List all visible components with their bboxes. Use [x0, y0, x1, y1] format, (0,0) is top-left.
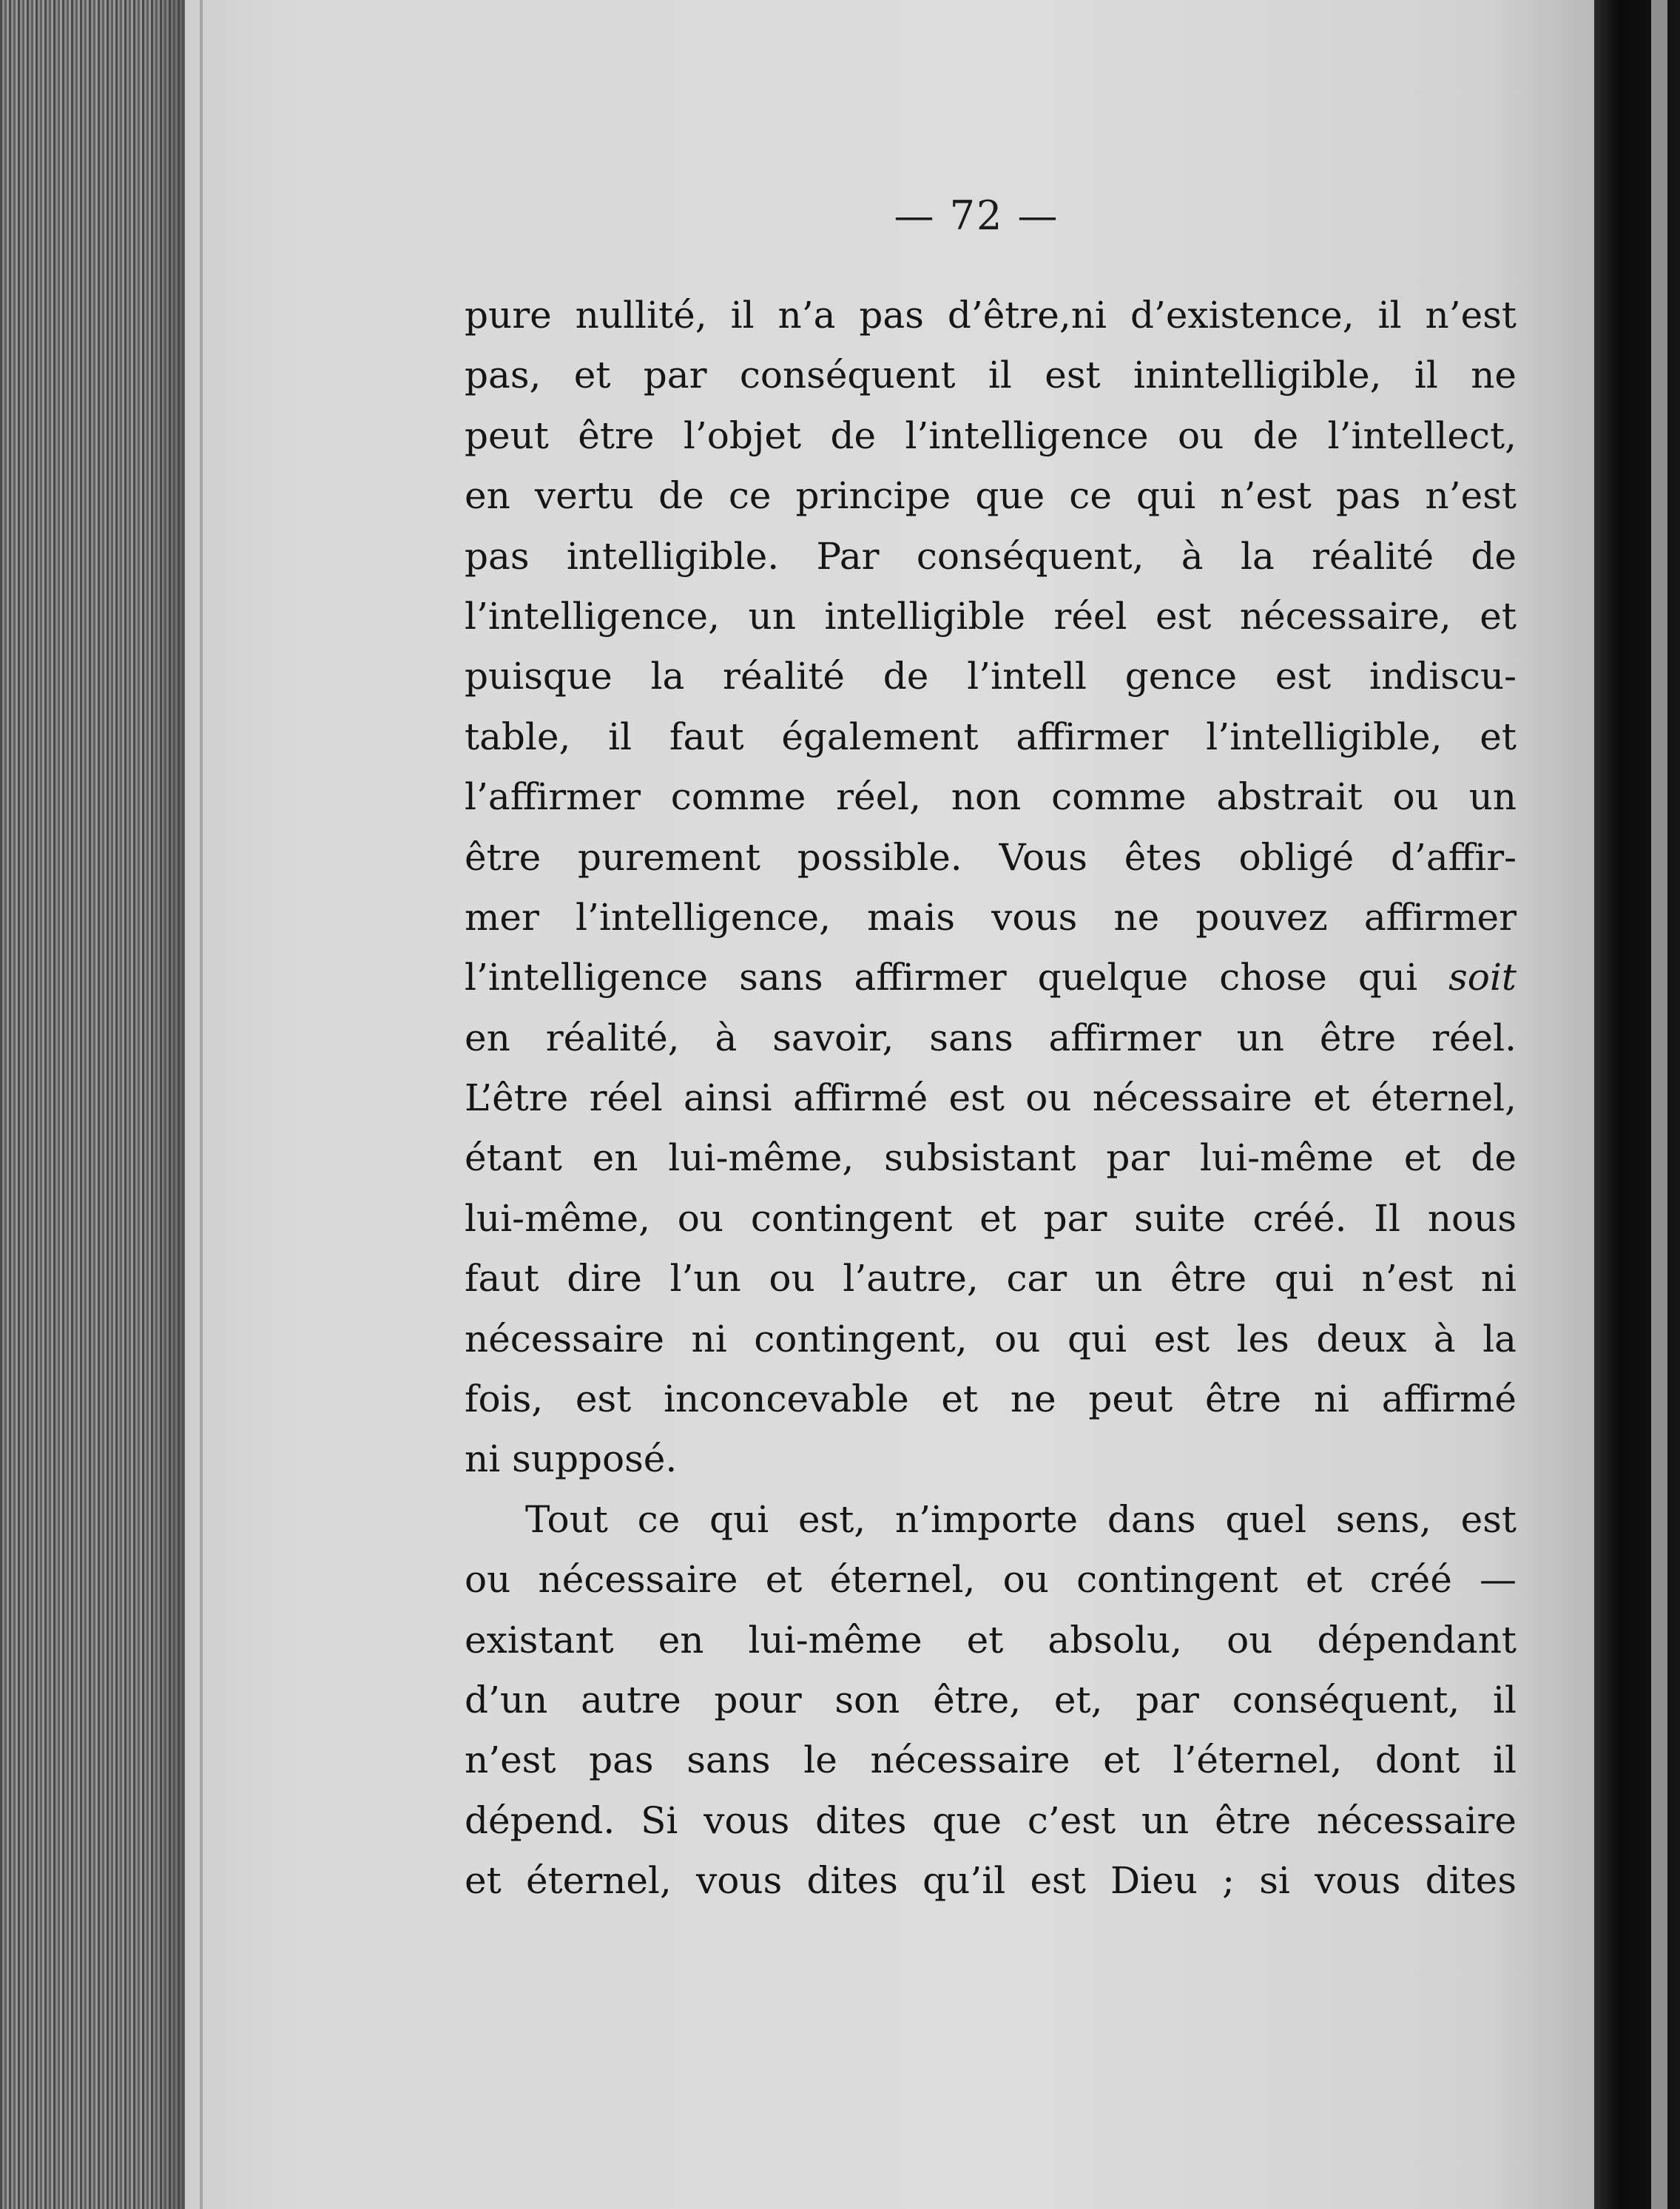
text-line: et éternel, vous dites qu’il est Dieu ; si vous dites — [465, 1859, 1517, 1903]
text-line: l’affirmer comme réel, non comme abstrait ou un — [465, 775, 1517, 819]
text-segment: l’intelligence sans affirmer quelque chose qui — [465, 956, 1449, 999]
text-line-with-italic — [465, 948, 1517, 1008]
text-line: nécessaire ni contingent, ou qui est les deux à la — [465, 1317, 1517, 1360]
text-line: mer l’intelligence, mais vous ne pouvez affirmer — [465, 895, 1517, 939]
text-line: fois, est inconcevable et ne peut être ni affirmé — [465, 1377, 1517, 1421]
text-line: étant en lui-même, subsistant par lui-même et de — [465, 1136, 1517, 1180]
text-line: faut dire l’un ou l’autre, car un être qui n’est ni — [465, 1257, 1517, 1301]
text-line: ni supposé. — [465, 1437, 678, 1481]
text-line: lui-même, ou contingent et par suite créé. Il nous — [465, 1196, 1517, 1240]
text-line: pure nullité, il n’a pas d’être,ni d’existence, il n’est — [465, 294, 1517, 337]
text-line: n’est pas sans le nécessaire et l’éternel, dont il — [465, 1738, 1517, 1782]
text-line: L’être réel ainsi affirmé est ou nécessaire et éternel, — [465, 1076, 1517, 1120]
paper-fold-line — [200, 0, 203, 2209]
italic-emphasis: soit — [1448, 956, 1517, 999]
text-line: dépend. Si vous dites que c’est un être nécessaire — [465, 1798, 1517, 1842]
text-line: pas, et par conséquent il est inintelligible, il ne — [465, 354, 1517, 397]
text-line: être purement possible. Vous êtes obligé d’affir- — [465, 835, 1517, 879]
text-line: peut être l’objet de l’intelligence ou de l’intellect, — [465, 414, 1517, 457]
text-line: puisque la réalité de l’intell gence est indiscu- — [465, 655, 1517, 698]
text-line: pas intelligible. Par conséquent, à la réalité de — [465, 534, 1517, 578]
text-line: l’intelligence, un intelligible réel est nécessaire, et — [465, 594, 1517, 638]
text-line: table, il faut également affirmer l’intelligible, et — [465, 715, 1517, 758]
text-line: d’un autre pour son être, et, par conséquent, il — [465, 1678, 1517, 1721]
binding-edge-strip — [1651, 0, 1667, 2209]
body-text — [465, 286, 1517, 1912]
text-line: existant en lui-même et absolu, ou dépendant — [465, 1618, 1517, 1662]
text-line: en vertu de ce principe que ce qui n’est pas n’est — [465, 474, 1517, 518]
text-line: Tout ce qui est, n’importe dans quel sens, est — [525, 1497, 1517, 1541]
text-line: en réalité, à savoir, sans affirmer un être réel. — [465, 1016, 1517, 1059]
paragraph-1 — [465, 286, 1517, 1490]
page-number: — 72 — — [894, 192, 1059, 239]
paragraph-2 — [465, 1490, 1517, 1912]
text-line: ou nécessaire et éternel, ou contingent et créé — — [465, 1558, 1517, 1602]
page-edge-shadow — [148, 0, 185, 2209]
